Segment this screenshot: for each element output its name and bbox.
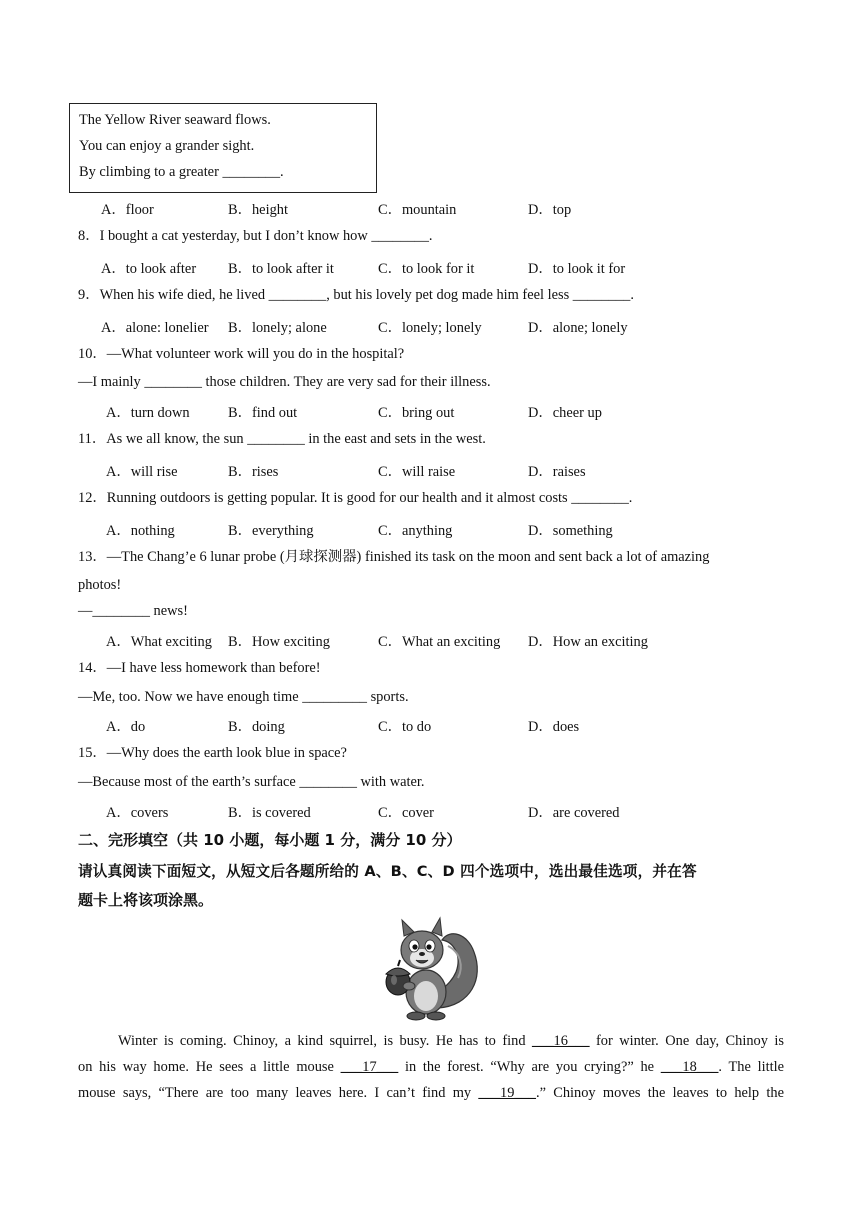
section-instruction-line2: 题卡上将该项涂黑。 (78, 891, 214, 909)
q15-stem: 15．—Why does the earth look blue in space? (78, 745, 347, 761)
q8-option-c: C．to look for it (378, 261, 475, 277)
q14-option-a: A．do (106, 719, 146, 735)
blank-17: ___17___ (340, 1059, 399, 1075)
poem-box (69, 103, 377, 193)
passage-text: .” Chinoy moves the leaves to help the (535, 1085, 784, 1101)
q10-stem-reply: —I mainly ________ those children. They are very sad for their illness. (78, 374, 491, 390)
q15-option-a: A．covers (106, 805, 169, 821)
passage-text: on his way home. He sees a little mouse (78, 1059, 341, 1075)
q12-option-b: B．everything (228, 523, 314, 539)
q15-option-d: D．are covered (528, 805, 620, 821)
q8-stem: 8．I bought a cat yesterday, but I don’t know how ________. (78, 228, 433, 244)
q14-option-c: C．to do (378, 719, 432, 735)
section-title: 二、完形填空（共 10 小题，每小题 1 分，满分 10 分） (78, 831, 462, 849)
q13-stem-reply: —________ news! (78, 603, 188, 619)
q15-stem-reply: —Because most of the earth’s surface ________ with water. (78, 774, 425, 790)
q13-stem: 13．—The Chang’e 6 lunar probe (月球探测器) finished its task on the moon and sent back a lot of amazing (78, 549, 710, 565)
q9-option-a: A．alone: lonelier (101, 320, 209, 336)
passage-text: Winter is coming. Chinoy, a kind squirrel, is busy. He has to find (118, 1033, 532, 1049)
passage-text: mouse says, “There are too many leaves here. I can’t find my (78, 1085, 479, 1101)
q12-option-d: D．something (528, 523, 613, 539)
q7-option-b: B．height (228, 202, 288, 218)
q14-option-d: D．does (528, 719, 580, 735)
poem-line-3: By climbing to a greater ________. (79, 164, 284, 180)
q7-option-d: D．top (528, 202, 572, 218)
q12-stem: 12．Running outdoors is getting popular. It is good for our health and it almost costs ________. (78, 490, 633, 506)
squirrel-with-acorn-image (376, 916, 484, 1024)
q10-option-c: C．bring out (378, 405, 455, 421)
passage-text: in the forest. “Why are you crying?” he (398, 1059, 661, 1075)
q8-option-d: D．to look it for (528, 261, 626, 277)
blank-18: ___18___ (660, 1059, 719, 1075)
q12-option-c: C．anything (378, 523, 453, 539)
q13-stem-continued: photos! (78, 577, 122, 593)
q8-option-b: B．to look after it (228, 261, 334, 277)
passage-line-2 (78, 1054, 784, 1080)
q9-option-d: D．alone; lonely (528, 320, 628, 336)
blank-19: ___19___ (478, 1085, 536, 1101)
q13-option-b: B．How exciting (228, 634, 330, 650)
q14-stem-reply: —Me, too. Now we have enough time _________ sports. (78, 689, 409, 705)
q15-option-c: C．cover (378, 805, 434, 821)
q10-stem: 10．—What volunteer work will you do in the hospital? (78, 346, 405, 362)
section-instruction-line1: 请认真阅读下面短文，从短文后各题所给的 A、B、C、D 四个选项中，选出最佳选项，并在答 (78, 863, 697, 880)
q9-stem: 9．When his wife died, he lived ________, but his lovely pet dog made him feel less ________. (78, 287, 634, 303)
q11-option-d: D．raises (528, 464, 586, 480)
q10-option-d: D．cheer up (528, 405, 602, 421)
passage-line-1 (78, 1028, 784, 1054)
q7-option-c: C．mountain (378, 202, 457, 218)
poem-line-1: The Yellow River seaward flows. (79, 112, 271, 128)
q13-option-d: D．How an exciting (528, 634, 648, 650)
q7-option-a: A．floor (101, 202, 154, 218)
poem-line-2: You can enjoy a grander sight. (79, 138, 255, 154)
q13-option-a: A．What exciting (106, 634, 212, 650)
q9-option-c: C．lonely; lonely (378, 320, 482, 336)
q10-option-a: A．turn down (106, 405, 190, 421)
q8-option-a: A．to look after (101, 261, 197, 277)
q12-option-a: A．nothing (106, 523, 175, 539)
passage-line-3 (78, 1080, 784, 1106)
cloze-passage (78, 1028, 784, 1106)
passage-text: . The little (718, 1059, 784, 1075)
q10-option-b: B．find out (228, 405, 298, 421)
blank-16: ___16___ (531, 1033, 590, 1049)
q11-option-c: C．will raise (378, 464, 456, 480)
q13-option-c: C．What an exciting (378, 634, 501, 650)
q14-stem: 14．—I have less homework than before! (78, 660, 321, 676)
q11-stem: 11．As we all know, the sun ________ in the east and sets in the west. (78, 431, 486, 447)
q15-option-b: B．is covered (228, 805, 311, 821)
q14-option-b: B．doing (228, 719, 285, 735)
q11-option-b: B．rises (228, 464, 279, 480)
q11-option-a: A．will rise (106, 464, 178, 480)
q9-option-b: B．lonely; alone (228, 320, 327, 336)
passage-text: for winter. One day, Chinoy is (589, 1033, 784, 1049)
